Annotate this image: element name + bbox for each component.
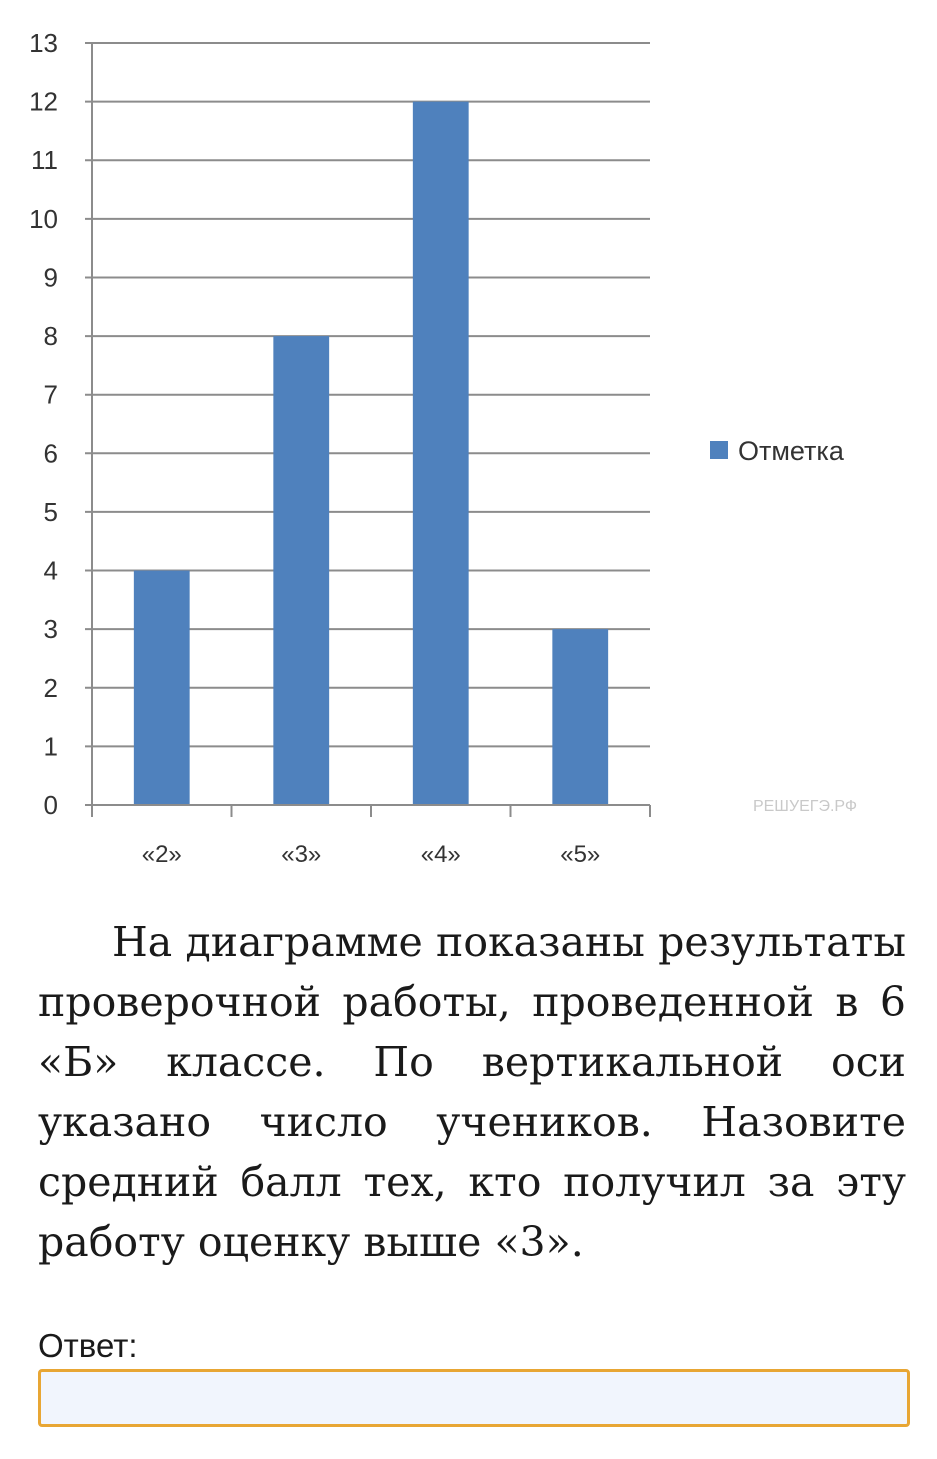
- legend: [710, 436, 845, 466]
- bar: [134, 571, 190, 805]
- bar: [273, 336, 329, 805]
- legend-label: Отметка: [738, 436, 844, 466]
- y-tick-label: 9: [43, 262, 58, 293]
- y-tick-label: 5: [43, 496, 58, 527]
- y-tick-label: 8: [43, 321, 58, 352]
- watermark: РЕШУЕГЭ.РФ: [752, 798, 858, 815]
- y-tick-label: 10: [29, 203, 58, 234]
- y-tick-label: 2: [43, 672, 58, 703]
- x-tick-labels: [142, 841, 601, 868]
- y-tick-labels: [29, 28, 58, 820]
- answer-input[interactable]: [38, 1369, 910, 1427]
- y-tick-label: 7: [43, 379, 58, 410]
- y-tick-label: 0: [43, 790, 58, 820]
- x-tick-label: «3»: [281, 841, 322, 868]
- y-tick-label: 1: [43, 731, 58, 762]
- y-tick-label: 11: [31, 145, 58, 176]
- y-tick-label: 4: [43, 555, 58, 586]
- x-tick-label: «2»: [141, 841, 182, 868]
- x-tick-label: «4»: [420, 841, 461, 868]
- y-tick-label: 3: [43, 614, 58, 645]
- legend-swatch: [710, 441, 728, 459]
- y-tick-label: 13: [29, 28, 58, 58]
- y-tick-label: 12: [29, 86, 58, 117]
- x-tick-label: «5»: [560, 841, 601, 868]
- problem-text: На диаграмме показаны результаты проверочной работы, проведенной в 6 «Б» классе. По вертикальной оси указано число учеников. Назовите средний балл тех, кто получил за эту работу оценку выше «3».: [38, 918, 906, 1266]
- bar: [413, 102, 469, 805]
- y-tick-label: 6: [43, 438, 58, 469]
- bar: [552, 629, 608, 805]
- answer-label: Ответ:: [38, 1327, 138, 1364]
